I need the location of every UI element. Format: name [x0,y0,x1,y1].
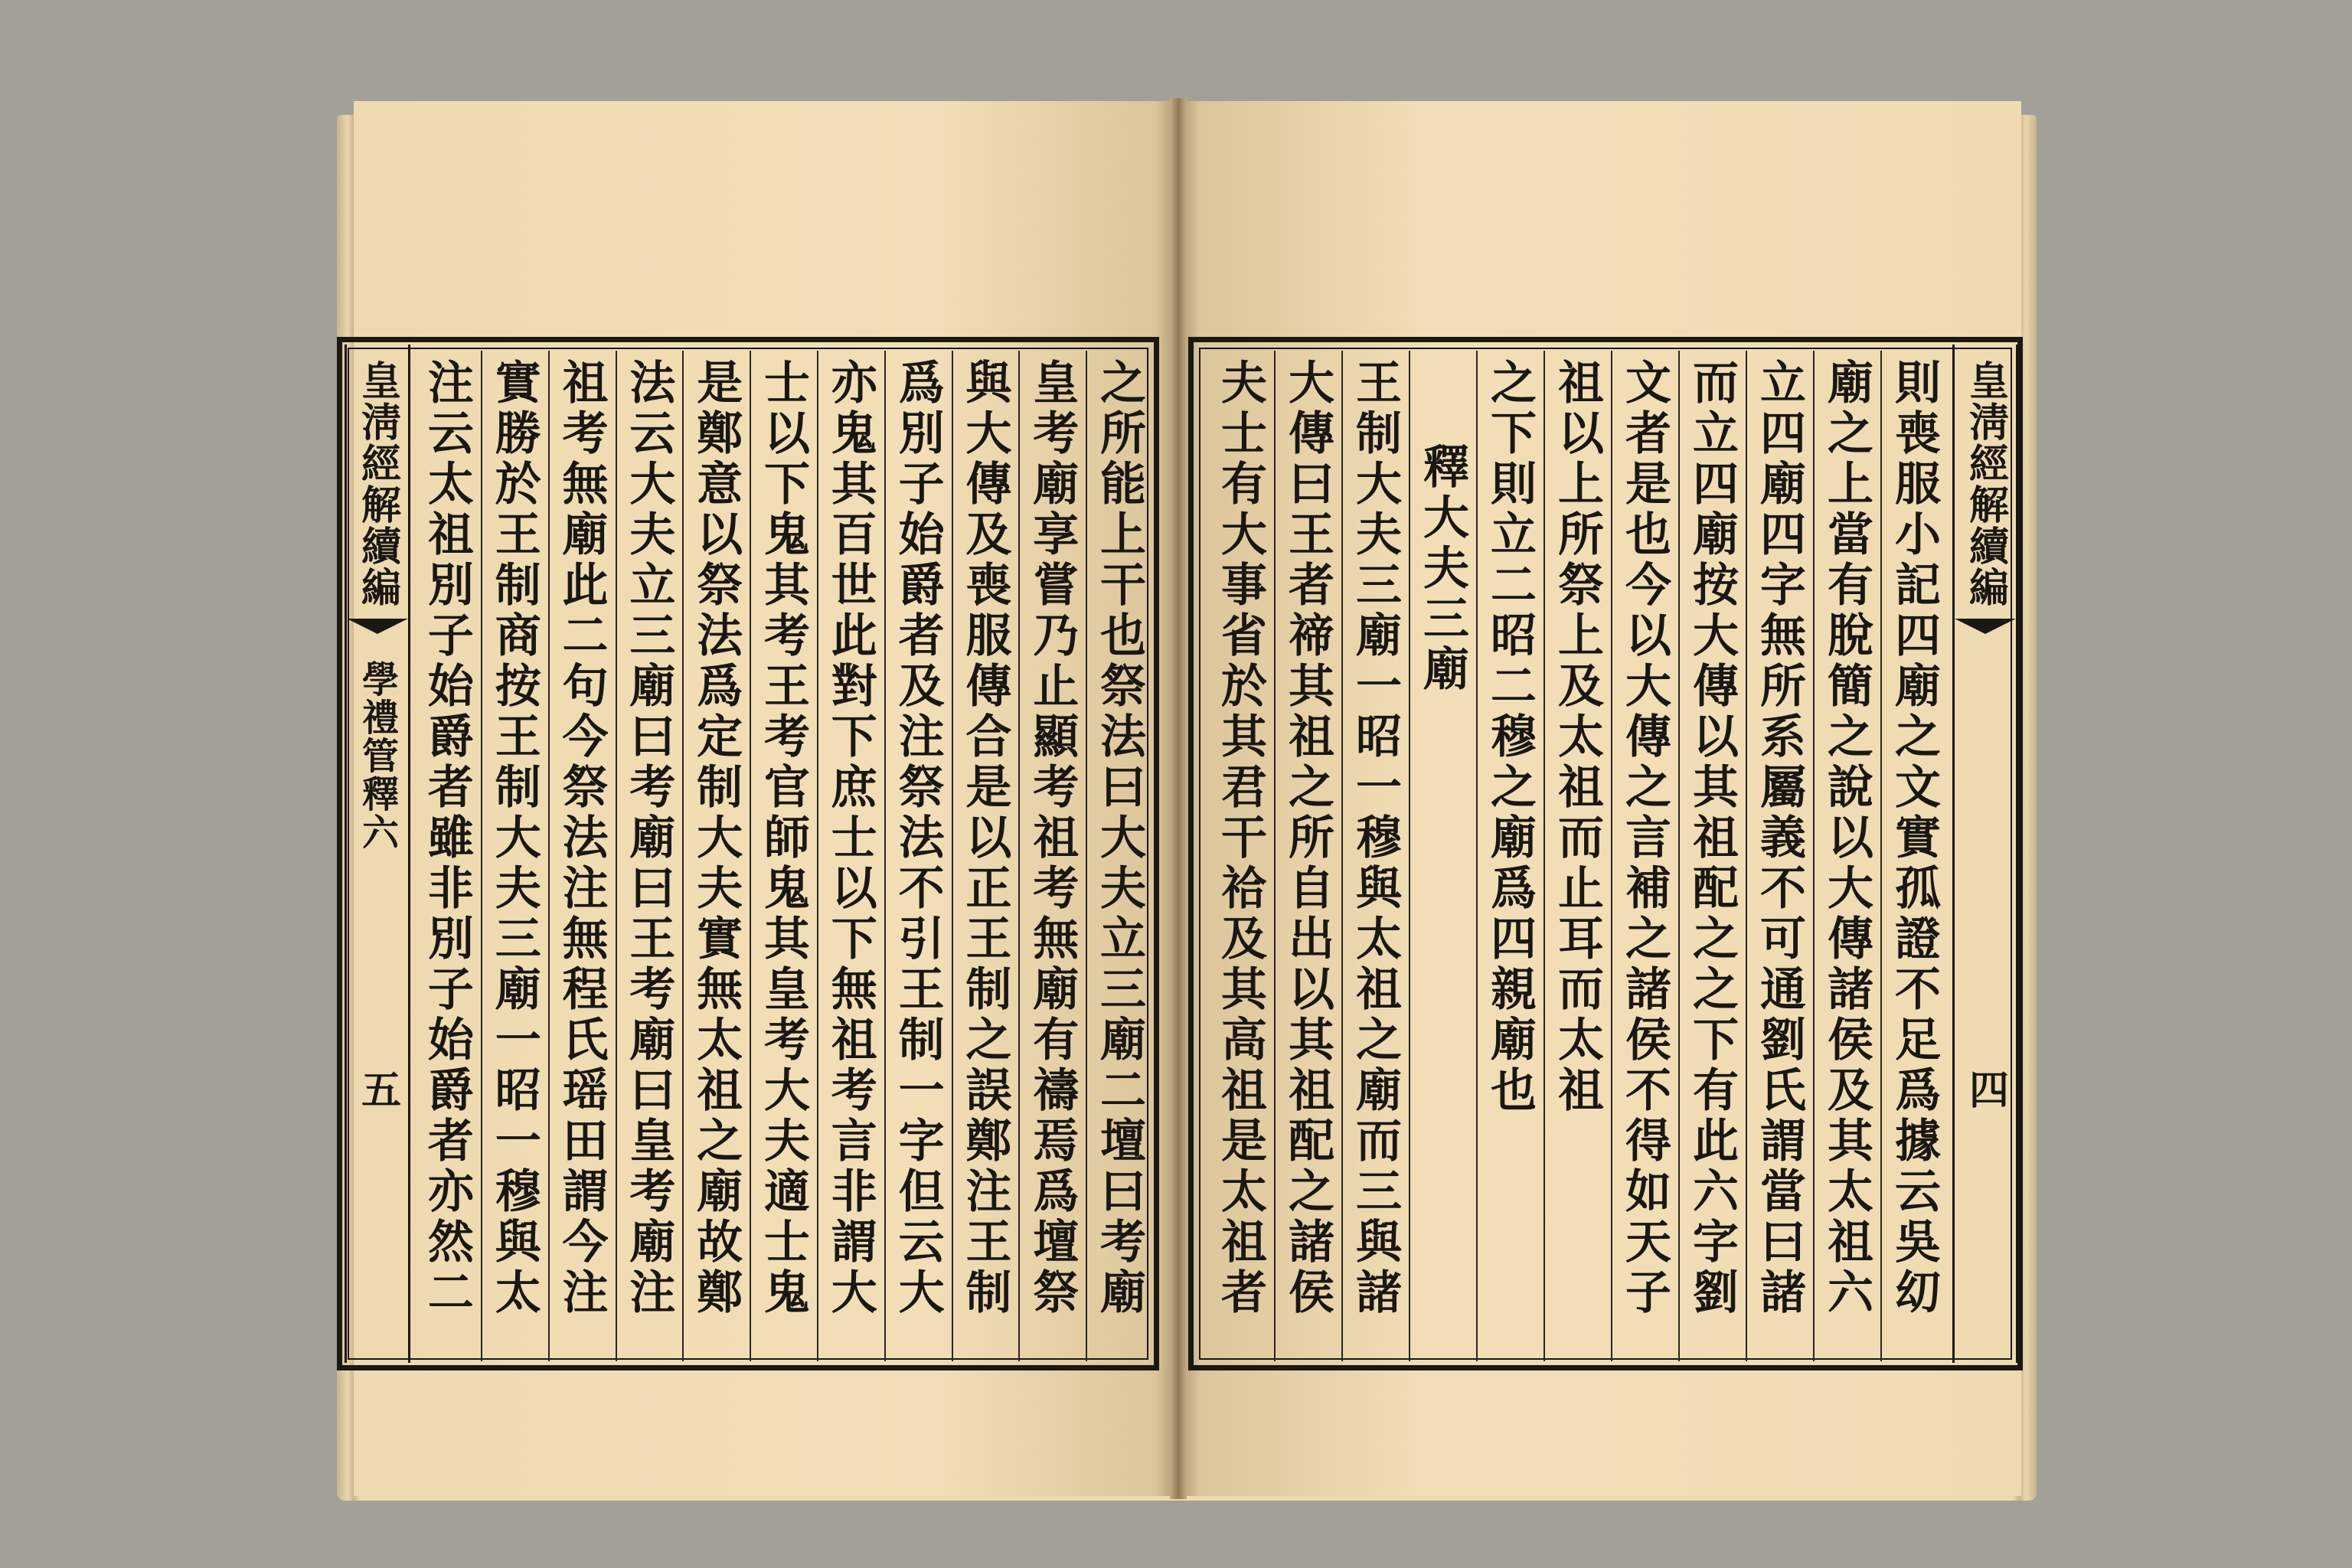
text-column: 廟之上當有脫簡之說以大傳諸侯及其太祖六 [1813,351,1880,1361]
book-gutter [1170,98,1187,1499]
text-column: 則喪服小記四廟之文實孤證不足爲據云吳㓜 [1880,351,1948,1361]
text-column: 與大傳及喪服傳合是以正王制之誤鄭注王制 [952,351,1019,1361]
text-column: 法云大夫立三廟曰考廟曰王考廟曰皇考廟注 [616,351,683,1361]
text-column: 實勝於王制商按王制大夫三廟一昭一穆與太 [481,351,548,1361]
text-column: 皇考廟享嘗乃止顯考祖考無廟有禱焉爲壇祭 [1018,351,1086,1361]
text-column: 士以下鬼其考王考官師鬼其皇考大夫適士鬼 [750,351,817,1361]
left-text-columns [413,351,1153,1361]
right-banner-title: 皇淸經解續編 [1962,360,2009,608]
text-column: 是鄭意以祭法爲定制大夫實無太祖之廟故鄭 [682,351,750,1361]
fish-tail-ornament-icon [347,619,408,634]
right-banner-folio: 四 [1962,1069,2009,1110]
text-column: 注云太祖別子始爵者雖非別子始爵者亦然二 [420,358,474,1318]
text-column: 夫士有大事省於其君干祫及其高祖是太祖者 [1214,358,1267,1318]
text-column: 文者是也今以大傳之言補之諸侯不得如天子 [1611,351,1678,1361]
text-column: 而立四廟按大傳以其祖配之之下有此六字劉 [1678,351,1746,1361]
left-banner-folio: 五 [354,1069,401,1110]
text-column: 立四廟四字無所系屬義不可通劉氏謂當曰諸 [1746,351,1813,1361]
text-column: 祖以上所祭上及太祖而止耳而太祖 [1544,351,1611,1361]
text-column: 祖考無廟此二句今祭法注無程氏瑶田謂今注 [548,351,616,1361]
left-banner-column [345,345,410,1363]
text-column: 之下則立二昭二穆之廟爲四親廟也 [1476,351,1544,1361]
left-banner-section: 學禮管釋六 [355,660,399,851]
fish-tail-ornament-icon [1955,619,2016,634]
text-column: 之所能上干也祭法曰大夫立三廟二壇曰考廟 [1086,351,1153,1361]
text-column: 亦鬼其百世此對下庶士以下無祖考言非謂大 [817,351,884,1361]
text-column: 大傳曰王者禘其祖之所自出以其祖配之諸侯 [1274,351,1341,1361]
text-column: 王制大夫三廟一昭一穆與太祖之廟而三與諸 [1341,351,1409,1361]
left-banner-title: 皇淸經解續編 [354,360,401,608]
text-column: 爲別子始爵者及注祭法不引王制一字但云大 [884,351,952,1361]
right-banner-column [1952,345,2018,1363]
right-text-columns [1204,351,1948,1361]
section-heading: 釋大夫三廟 [1409,351,1476,1361]
